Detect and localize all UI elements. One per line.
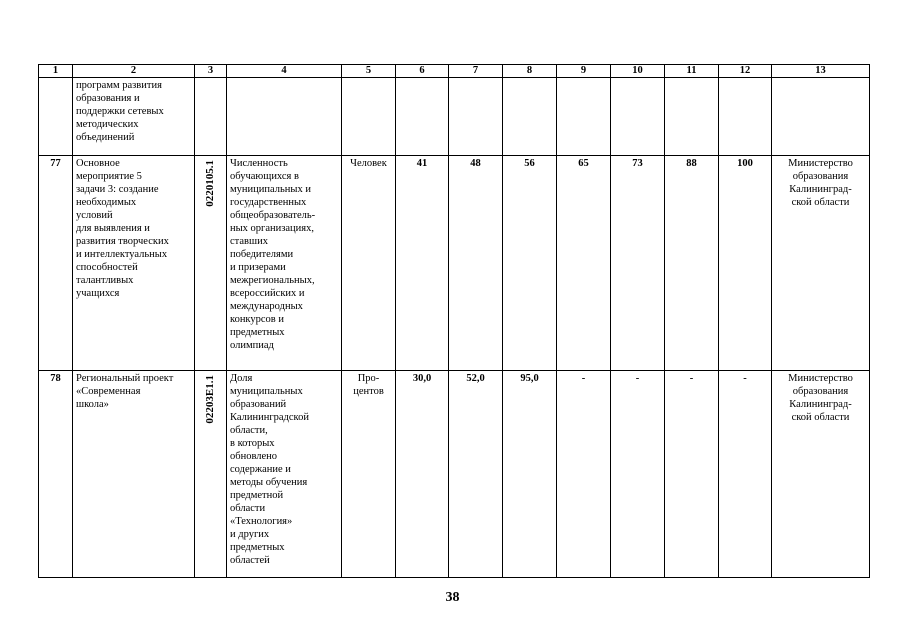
value-cell: - bbox=[719, 371, 772, 578]
empty-cell bbox=[227, 78, 342, 156]
measure-name-cell: Региональный проект «Современная школа» bbox=[73, 371, 195, 578]
value-cell: 100 bbox=[719, 156, 772, 371]
data-table bbox=[38, 64, 870, 578]
value-cell: - bbox=[665, 371, 719, 578]
page-number: 38 bbox=[445, 590, 460, 605]
column-header: 7 bbox=[449, 65, 503, 78]
responsible-cell: Министерство образования Калининград- ской области bbox=[772, 156, 870, 371]
unit-cell: Про- центов bbox=[342, 371, 396, 578]
column-header: 12 bbox=[719, 65, 772, 78]
column-header: 2 bbox=[73, 65, 195, 78]
empty-cell bbox=[665, 78, 719, 156]
value-cell: - bbox=[557, 371, 611, 578]
table-row bbox=[39, 156, 870, 371]
column-header: 13 bbox=[772, 65, 870, 78]
measure-name-cell: Основное мероприятие 5 задачи 3: создание необходимых условий для выявления и развития творческих и интеллектуальных способностей талантливых учащихся bbox=[73, 156, 195, 371]
value-cell: - bbox=[611, 371, 665, 578]
value-cell: 41 bbox=[396, 156, 449, 371]
column-header: 6 bbox=[396, 65, 449, 78]
column-header: 5 bbox=[342, 65, 396, 78]
value-cell: 65 bbox=[557, 156, 611, 371]
empty-cell bbox=[719, 78, 772, 156]
column-header: 9 bbox=[557, 65, 611, 78]
empty-cell bbox=[396, 78, 449, 156]
column-header: 10 bbox=[611, 65, 665, 78]
empty-cell bbox=[557, 78, 611, 156]
indicator-cell: Доля муниципальных образований Калининградской области, в которых обновлено содержание и методы обучения предметной области «Технология» и других предметных областей bbox=[227, 371, 342, 578]
value-cell: 73 bbox=[611, 156, 665, 371]
row-number-cell: 78 bbox=[39, 371, 73, 578]
empty-cell bbox=[611, 78, 665, 156]
empty-cell bbox=[39, 78, 73, 156]
column-header: 11 bbox=[665, 65, 719, 78]
empty-cell bbox=[195, 78, 227, 156]
value-cell: 30,0 bbox=[396, 371, 449, 578]
responsible-cell: Министерство образования Калининград- ской области bbox=[772, 371, 870, 578]
code-cell bbox=[195, 156, 227, 371]
value-cell: 95,0 bbox=[503, 371, 557, 578]
code-cell bbox=[195, 371, 227, 578]
empty-cell bbox=[449, 78, 503, 156]
column-header: 4 bbox=[227, 65, 342, 78]
table-row-continuation bbox=[39, 78, 870, 156]
empty-cell bbox=[503, 78, 557, 156]
table-row bbox=[39, 371, 870, 578]
value-cell: 52,0 bbox=[449, 371, 503, 578]
empty-cell bbox=[772, 78, 870, 156]
value-cell: 48 bbox=[449, 156, 503, 371]
column-header: 8 bbox=[503, 65, 557, 78]
row-number-cell: 77 bbox=[39, 156, 73, 371]
empty-cell bbox=[342, 78, 396, 156]
value-cell: 56 bbox=[503, 156, 557, 371]
column-header: 3 bbox=[195, 65, 227, 78]
measure-name-cell: программ развития образования и поддержки сетевых методических объединений bbox=[73, 78, 195, 156]
indicator-cell: Численность обучающихся в муниципальных и государственных общеобразователь- ных организациях, ставших победителями и призерами межрегиональных, всероссийских и международных конкурсов и предметных олимпиад bbox=[227, 156, 342, 371]
column-header: 1 bbox=[39, 65, 73, 78]
value-cell: 88 bbox=[665, 156, 719, 371]
code-text: 02203Е1.1 bbox=[204, 375, 216, 424]
code-text: 0220105.1 bbox=[204, 160, 216, 207]
unit-cell: Человек bbox=[342, 156, 396, 371]
header-row bbox=[39, 65, 870, 78]
